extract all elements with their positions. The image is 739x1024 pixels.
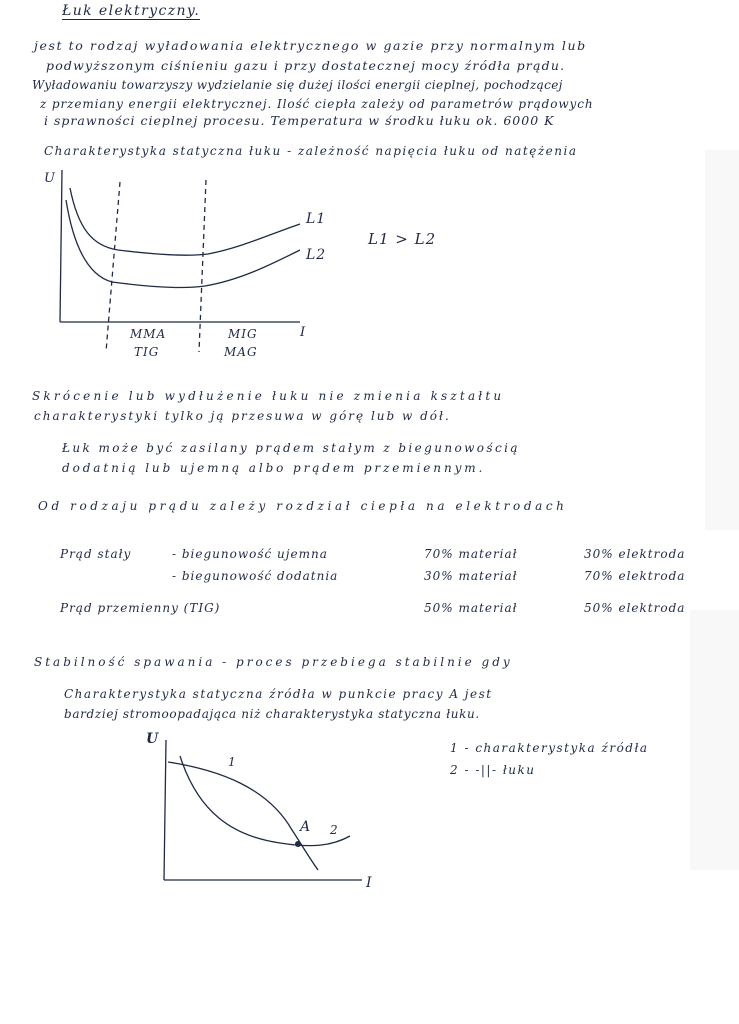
graph1-region-right-line1: MIG — [228, 327, 258, 341]
graph1-curve-l2-label: L2 — [306, 247, 327, 263]
polarity: - biegunowość dodatnia — [172, 569, 339, 583]
stability-line: bardziej stromoopadająca niż charakterystyka statyczna łuku. — [64, 707, 480, 721]
intro-line: z przemiany energii elektrycznej. Ilość ciepła zależy od parametrów prądowych — [40, 97, 594, 111]
page-title: Łuk elektryczny. — [62, 3, 201, 19]
graph2-y-label: U — [146, 731, 160, 747]
paragraph-line: dodatnią lub ujemną albo prądem przemiennym. — [62, 461, 486, 475]
intro-line: i sprawności cieplnej procesu. Temperatura w środku łuku ok. 6000 K — [44, 113, 555, 128]
intro-line: podwyższonym ciśnieniu gazu i przy dostatecznej mocy źródła prądu. — [46, 58, 566, 73]
graph1-y-label: U — [44, 171, 56, 186]
paragraph-line: Łuk może być zasilany prądem stałym z biegunowością — [62, 441, 520, 455]
graph2-x-label: I — [366, 875, 373, 891]
graph2-point-a-label: A — [300, 819, 312, 835]
graph2-legend-1: 1 - charakterystyka źródła — [450, 741, 649, 755]
material-share: 30% materiał — [424, 569, 518, 583]
paragraph-line: Od rodzaju prądu zależy rozdział ciepła na elektrodach — [38, 499, 568, 513]
graph1-relation: L1 > L2 — [368, 230, 437, 248]
graph1-x-label: I — [300, 325, 307, 340]
graph1-caption: Charakterystyka statyczna łuku - zależność napięcia łuku od natężenia — [44, 144, 578, 158]
electrode-share: 70% elektroda — [584, 569, 686, 583]
graph2-y-axis — [164, 740, 166, 880]
electrode-share: 30% elektroda — [584, 547, 686, 561]
graph2-point-a-marker — [295, 841, 301, 847]
intro-line: Wyładowaniu towarzyszy wydzielanie się dużej ilości energii cieplnej, pochodzącej — [32, 78, 563, 92]
current-type: Prąd przemienny (TIG) — [60, 601, 221, 615]
graph2-curve-source — [168, 762, 318, 870]
electrode-share: 50% elektroda — [584, 601, 686, 615]
stability-line: Stabilność spawania - proces przebiega stabilnie gdy — [34, 655, 513, 669]
stability-line: Charakterystyka statyczna źródła w punkcie pracy A jest — [64, 687, 493, 701]
intro-line: jest to rodzaj wyładowania elektrycznego w gazie przy normalnym lub — [34, 38, 587, 53]
graph1-curve-l1-label: L1 — [306, 211, 327, 227]
material-share: 70% materiał — [424, 547, 518, 561]
graph2-curve-1-label: 1 — [228, 755, 237, 769]
current-type: Prąd stały — [60, 547, 132, 561]
graph1-region-left-line1: MMA — [130, 327, 167, 341]
graph1-region-right-line2: MAG — [224, 345, 258, 359]
material-share: 50% materiał — [424, 601, 518, 615]
polarity: - biegunowość ujemna — [172, 547, 328, 561]
paragraph-line: charakterystyki tylko ją przesuwa w górę lub w dół. — [34, 409, 451, 423]
paragraph-line: Skrócenie lub wydłużenie łuku nie zmienia kształtu — [32, 389, 505, 403]
graph2-legend-2: 2 - -||- łuku — [450, 763, 536, 777]
graph1-region-left-line2: TIG — [134, 345, 160, 359]
graph2-curve-2-label: 2 — [330, 823, 339, 837]
